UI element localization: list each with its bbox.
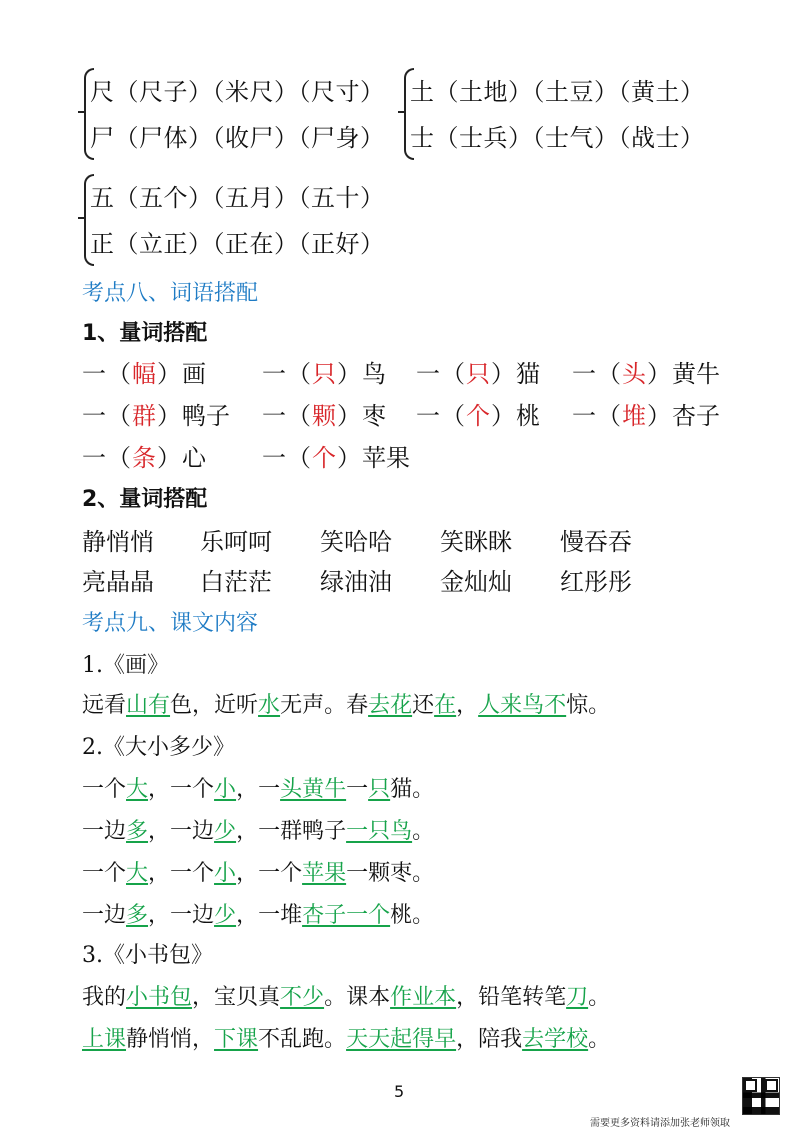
text-segment: 色，近听 <box>170 693 259 718</box>
measure-word-item <box>262 438 410 473</box>
answer-word: 少 <box>214 819 237 844</box>
char-group-2 <box>404 66 704 162</box>
text-segment: ，宝贝真 <box>192 985 281 1010</box>
measure-prefix: 一 <box>262 444 286 472</box>
measure-prefix: 一 <box>82 402 106 430</box>
text-segment: 我的 <box>82 985 127 1010</box>
text-segment: 静悄悄， <box>126 1027 215 1052</box>
text-segment: ，一边 <box>148 903 215 928</box>
aabb-word: 白茫茫 <box>200 568 272 596</box>
measure-noun: 桃 <box>516 402 540 430</box>
answer-word: 在 <box>434 693 457 718</box>
text-line <box>82 772 434 803</box>
text-segment: 。 <box>588 1027 611 1052</box>
left-paren: （ <box>597 402 621 430</box>
text-segment: 不乱跑。 <box>258 1027 347 1052</box>
left-paren: （ <box>107 360 131 388</box>
text-segment: 猫。 <box>390 777 435 802</box>
page-number: 5 <box>394 1082 405 1101</box>
answer-word: 大 <box>126 861 149 886</box>
aabb-word: 笑眯眯 <box>440 528 512 556</box>
right-paren: ） <box>337 360 361 388</box>
measure-word: 群 <box>132 402 156 430</box>
measure-word: 堆 <box>622 402 646 430</box>
answer-word: 头黄牛 <box>280 777 347 802</box>
char-row: 土（土地）（土豆）（黄土） <box>410 78 705 106</box>
text-line <box>82 898 434 929</box>
measure-noun: 心 <box>182 444 206 472</box>
text-segment: 还 <box>412 693 435 718</box>
answer-word: 上课 <box>82 1027 127 1052</box>
left-paren: （ <box>107 402 131 430</box>
answer-word: 人来鸟不 <box>478 693 567 718</box>
measure-word-item <box>82 354 206 389</box>
section-title-9: 考点九、课文内容 <box>82 611 259 636</box>
right-paren: ） <box>337 402 361 430</box>
aabb-word: 慢吞吞 <box>560 528 632 556</box>
measure-noun: 苹果 <box>362 444 410 472</box>
left-paren: （ <box>287 402 311 430</box>
char-group-1 <box>84 66 384 162</box>
answer-word: 山有 <box>126 693 171 718</box>
text-segment: ，一群鸭子 <box>236 819 347 844</box>
aabb-word: 笑哈哈 <box>320 528 392 556</box>
right-paren: ） <box>157 360 181 388</box>
qr-code-icon <box>742 1077 780 1115</box>
left-paren: （ <box>597 360 621 388</box>
answer-word: 只 <box>368 777 391 802</box>
measure-prefix: 一 <box>262 360 286 388</box>
text-segment: ，一边 <box>148 819 215 844</box>
text-segment: 一边 <box>82 903 127 928</box>
char-row: 尸（尸体）（收尸）（尸身） <box>90 124 385 152</box>
aabb-word: 静悄悄 <box>82 528 154 556</box>
left-paren: （ <box>287 360 311 388</box>
text-segment: 一 <box>346 777 369 802</box>
answer-word: 苹果 <box>302 861 347 886</box>
char-group-3 <box>84 172 384 268</box>
measure-word: 个 <box>312 444 336 472</box>
measure-word: 个 <box>466 402 490 430</box>
text-segment: ，铅笔转笔 <box>456 985 567 1010</box>
answer-word: 大 <box>126 777 149 802</box>
measure-noun: 鸟 <box>362 360 386 388</box>
measure-word-item <box>416 354 540 389</box>
right-paren: ） <box>647 360 671 388</box>
text-segment: 无声。春 <box>280 693 369 718</box>
text-line <box>82 814 434 845</box>
char-row: 尺（尺子）（米尺）（尺寸） <box>90 78 385 106</box>
text-segment: 一个 <box>82 861 127 886</box>
answer-word: 作业本 <box>390 985 457 1010</box>
answer-word: 杏子一个 <box>302 903 391 928</box>
measure-noun: 枣 <box>362 402 386 430</box>
measure-prefix: 一 <box>416 360 440 388</box>
measure-noun: 杏子 <box>672 402 720 430</box>
aabb-word: 乐呵呵 <box>200 528 272 556</box>
subheading-1: 1、量词搭配 <box>82 321 208 346</box>
measure-word-item <box>572 354 720 389</box>
measure-word: 幅 <box>132 360 156 388</box>
answer-word: 去学校 <box>522 1027 589 1052</box>
measure-prefix: 一 <box>572 360 596 388</box>
measure-noun: 鸭子 <box>182 402 230 430</box>
answer-word: 多 <box>126 903 149 928</box>
subheading-2: 2、量词搭配 <box>82 487 208 512</box>
measure-word-item <box>82 396 230 431</box>
text-segment: 远看 <box>82 693 127 718</box>
answer-word: 去花 <box>368 693 413 718</box>
measure-word: 头 <box>622 360 646 388</box>
aabb-word: 亮晶晶 <box>82 568 154 596</box>
right-paren: ） <box>491 402 515 430</box>
section-title-8: 考点八、词语搭配 <box>82 281 259 306</box>
measure-word-item <box>572 396 720 431</box>
text-line <box>82 1022 610 1053</box>
right-paren: ） <box>491 360 515 388</box>
answer-word: 小 <box>214 861 237 886</box>
char-row: 士（士兵）（士气）（战士） <box>410 124 705 152</box>
text-segment: 。 <box>588 985 611 1010</box>
left-paren: （ <box>107 444 131 472</box>
char-row: 五（五个）（五月）（五十） <box>90 184 385 212</box>
measure-prefix: 一 <box>82 360 106 388</box>
text-segment: ，一堆 <box>236 903 303 928</box>
text-heading: 1.《画》 <box>82 653 169 678</box>
text-line <box>82 856 434 887</box>
measure-noun: 黄牛 <box>672 360 720 388</box>
text-heading: 3.《小书包》 <box>82 943 213 968</box>
answer-word: 一只鸟 <box>346 819 413 844</box>
text-segment: 一边 <box>82 819 127 844</box>
measure-word: 只 <box>312 360 336 388</box>
aabb-word: 红彤彤 <box>560 568 632 596</box>
text-segment: 惊。 <box>566 693 611 718</box>
text-segment: 一颗枣。 <box>346 861 435 886</box>
left-paren: （ <box>287 444 311 472</box>
measure-word-item <box>82 438 206 473</box>
text-segment: 。课本 <box>324 985 391 1010</box>
measure-prefix: 一 <box>82 444 106 472</box>
right-paren: ） <box>337 444 361 472</box>
answer-word: 少 <box>214 903 237 928</box>
answer-word: 水 <box>258 693 281 718</box>
text-segment: ，一个 <box>236 861 303 886</box>
measure-word-item <box>262 354 386 389</box>
text-segment: 桃。 <box>390 903 435 928</box>
answer-word: 刀 <box>566 985 589 1010</box>
answer-word: 多 <box>126 819 149 844</box>
measure-word: 条 <box>132 444 156 472</box>
text-line <box>82 688 610 719</box>
text-segment: ， <box>456 693 479 718</box>
left-paren: （ <box>441 402 465 430</box>
text-line <box>82 980 610 1011</box>
measure-noun: 画 <box>182 360 206 388</box>
aabb-word: 绿油油 <box>320 568 392 596</box>
text-segment: 一个 <box>82 777 127 802</box>
measure-prefix: 一 <box>416 402 440 430</box>
measure-prefix: 一 <box>262 402 286 430</box>
right-paren: ） <box>647 402 671 430</box>
answer-word: 不少 <box>280 985 325 1010</box>
right-paren: ） <box>157 402 181 430</box>
aabb-word: 金灿灿 <box>440 568 512 596</box>
measure-noun: 猫 <box>516 360 540 388</box>
answer-word: 天天起得早 <box>346 1027 457 1052</box>
measure-prefix: 一 <box>572 402 596 430</box>
text-heading: 2.《大小多少》 <box>82 735 235 760</box>
left-paren: （ <box>441 360 465 388</box>
measure-word: 颗 <box>312 402 336 430</box>
measure-word-item <box>416 396 540 431</box>
text-segment: ，一个 <box>148 777 215 802</box>
answer-word: 小 <box>214 777 237 802</box>
text-segment: 。 <box>412 819 435 844</box>
answer-word: 下课 <box>214 1027 259 1052</box>
right-paren: ） <box>157 444 181 472</box>
measure-word: 只 <box>466 360 490 388</box>
measure-word-item <box>262 396 386 431</box>
text-segment: ，一 <box>236 777 281 802</box>
char-row: 正（立正）（正在）（正好） <box>90 230 385 258</box>
footer-note: 需要更多资料请添加张老师领取 <box>590 1118 730 1129</box>
text-segment: ，陪我 <box>456 1027 523 1052</box>
text-segment: ，一个 <box>148 861 215 886</box>
answer-word: 小书包 <box>126 985 193 1010</box>
